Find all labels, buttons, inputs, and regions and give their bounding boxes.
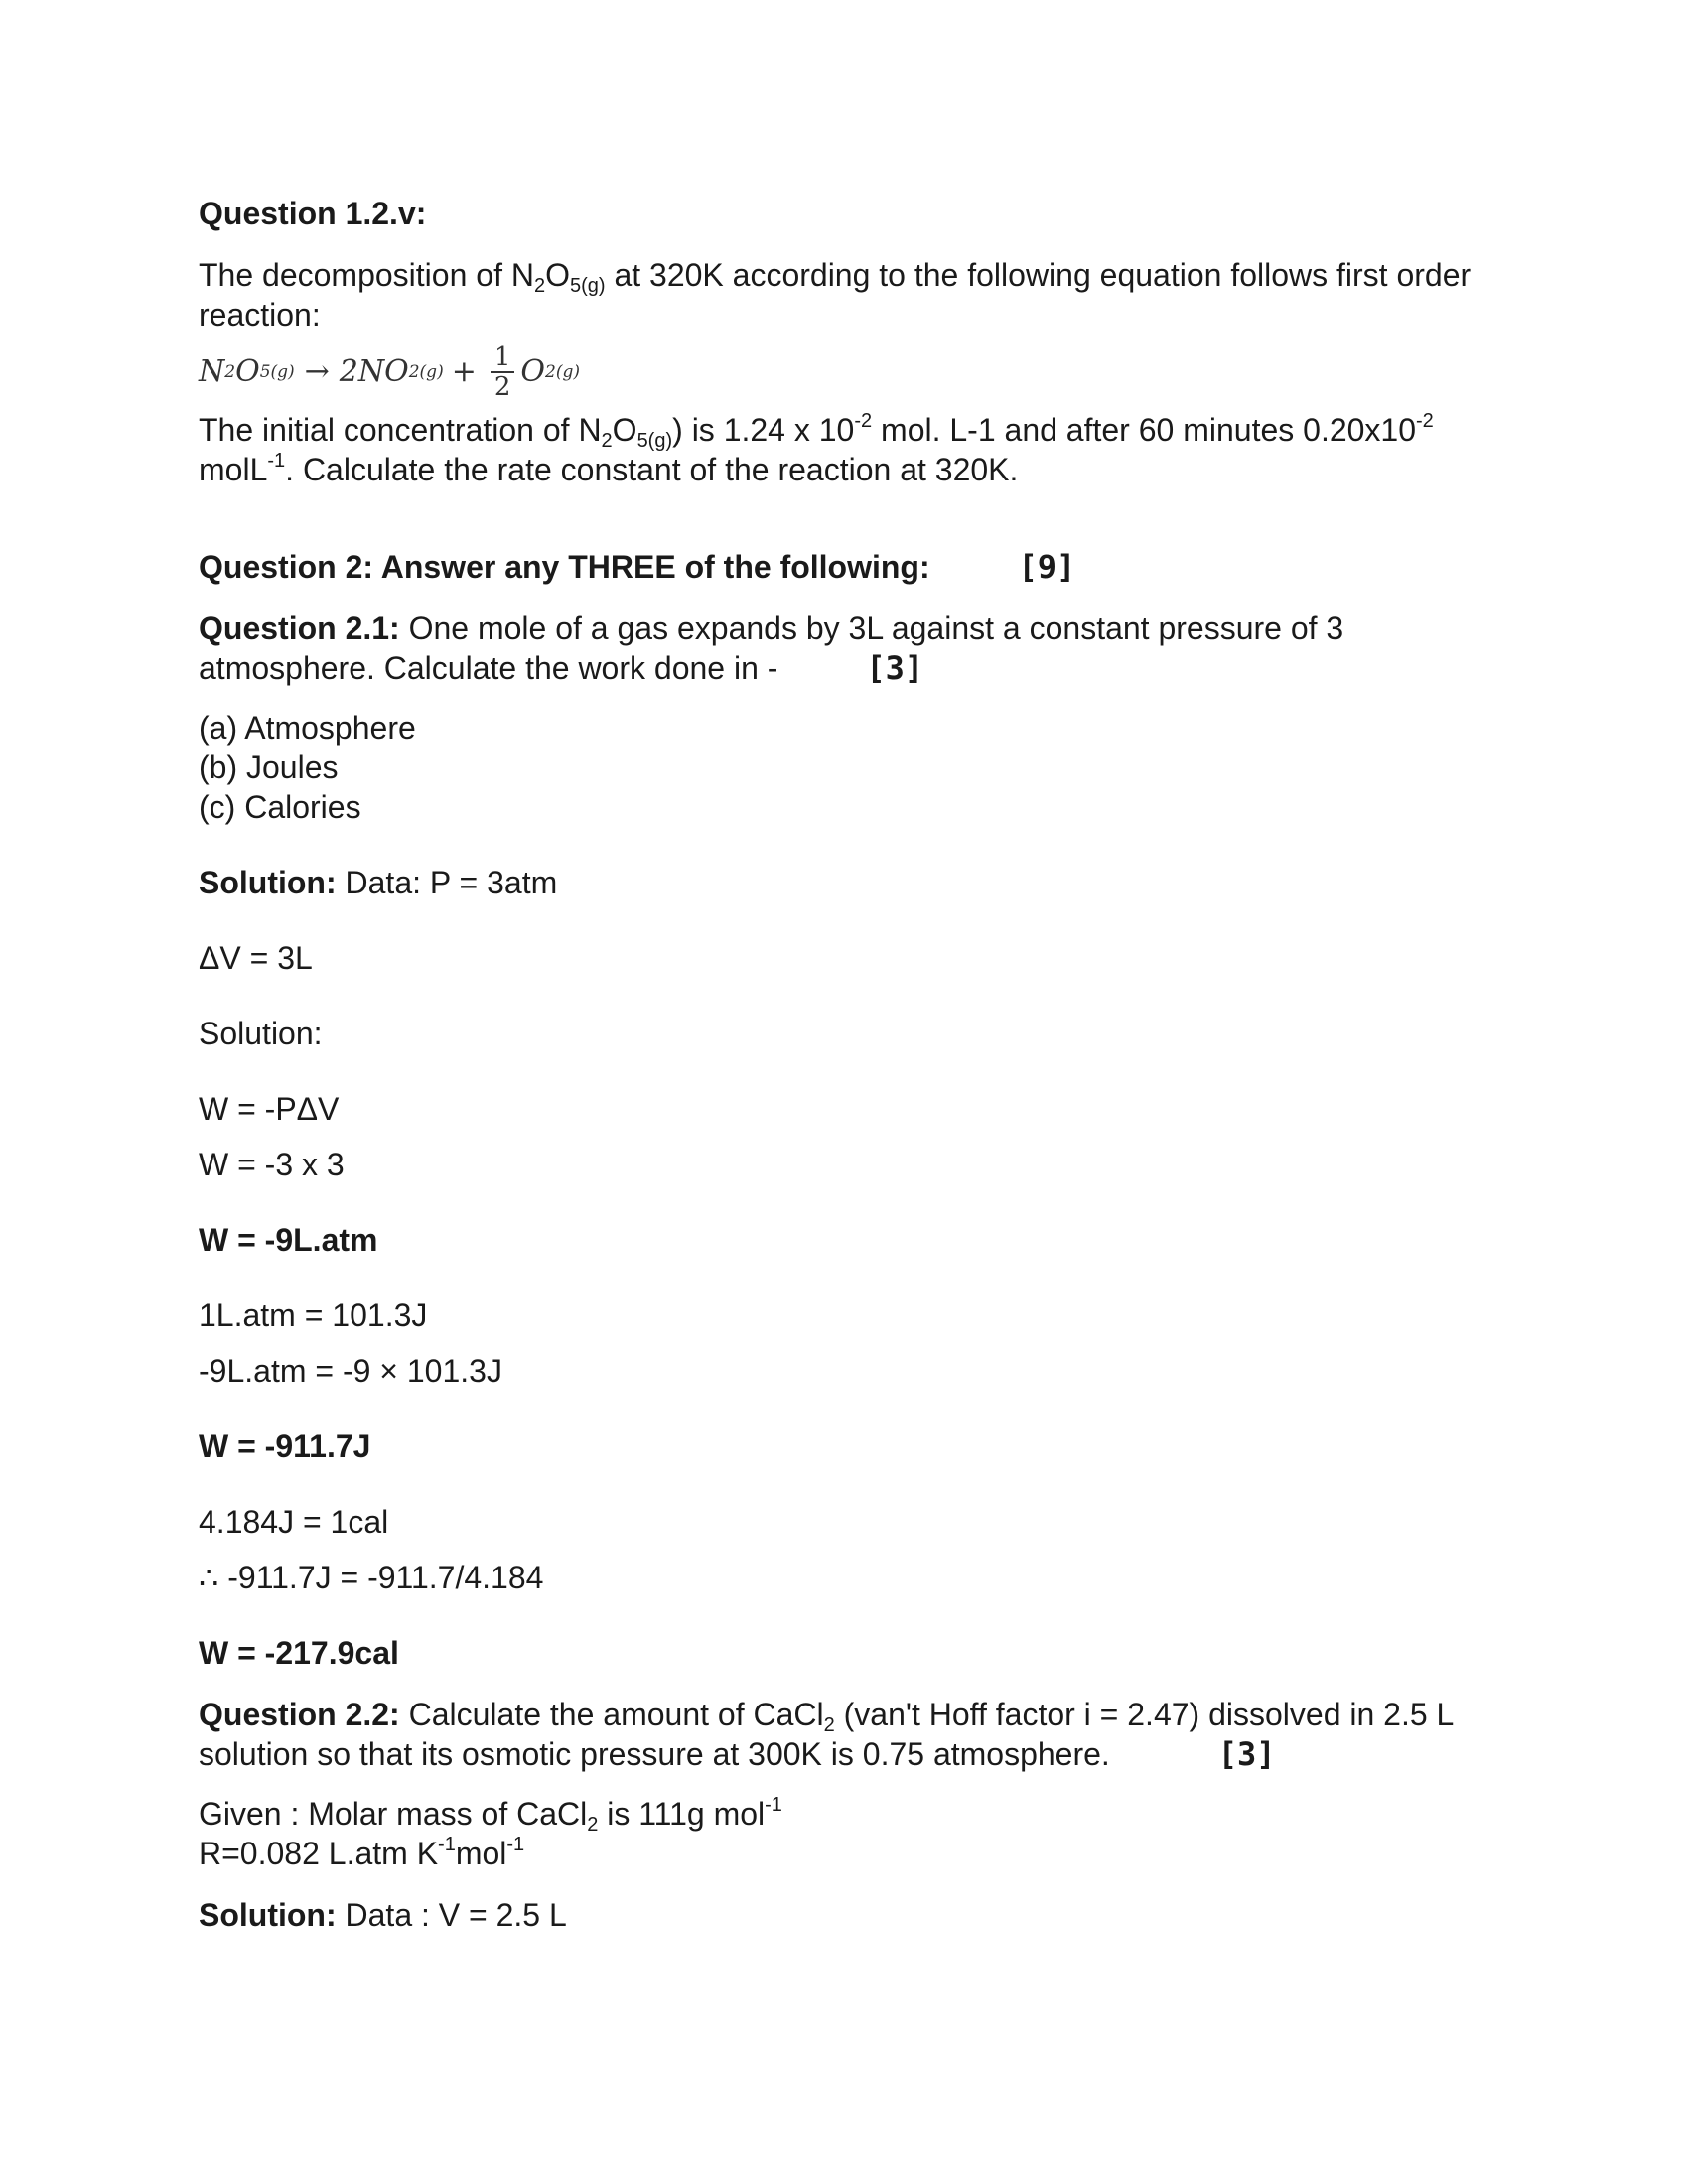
marks-badge: [3] (866, 649, 924, 687)
work-formula-line: W = -PΔV (199, 1091, 340, 1127)
calorie-conversion-line-1: 4.184J = 1cal (199, 1504, 389, 1540)
solution-2-2-data-line: Solution: Data : V = 2.5 L (199, 1897, 567, 1933)
option-item: (a) Atmosphere (199, 710, 416, 746)
option-item: (c) Calories (199, 789, 361, 825)
question-2-heading: Question 2: Answer any THREE of the following: [9] (199, 548, 1076, 586)
work-result-calories: W = -217.9cal (199, 1635, 399, 1671)
option-item: (b) Joules (199, 750, 339, 785)
given-gas-constant: R=0.082 L.atm $K^{-1}mol^{-1}$ (199, 1834, 525, 1871)
delta-v-line: ΔV = 3L (199, 940, 313, 976)
initial-concentration-text: The initial concentration of $N_2O_{5(g)}$) is 1.24 x $10^{-2}$ mol. L-1 and after 60 minutes $0.20x10^{-2}$ molL$^{-1}$. Calculate the rate constant of the reaction at 320K. (199, 410, 1434, 487)
work-result-atm: W = -9L.atm (199, 1222, 378, 1258)
conversion-line-2: -9L.atm = -9 × 101.3J (199, 1353, 502, 1389)
conversion-line-1: 1L.atm = 101.3J (199, 1297, 428, 1333)
marks-badge: [9] (1018, 548, 1076, 586)
marks-badge: [3] (1217, 1735, 1276, 1773)
question-2-1-options (199, 708, 1489, 827)
solution-data-line: Solution: Data: P = 3atm (199, 865, 558, 900)
work-substitution-line: W = -3 x 3 (199, 1147, 345, 1182)
calorie-conversion-line-2: ∴ -911.7J = -911.7/4.184 (199, 1560, 544, 1595)
given-molar-mass: Given : Molar mass of CaCl$_2$ is 111g mol$^{-1}$ (199, 1794, 782, 1836)
question-2-2-text: Question 2.2: Calculate the amount of CaCl$_2$ (van't Hoff factor i = 2.47) dissolved in 2.5 L solution so that its osmotic pressure at 300K is 0.75 atmosphere. [3] (199, 1697, 1454, 1773)
reaction-equation: N 2 O 5(g) → 2NO 2(g) + $\frac{1}{2}$ O 2(g) (199, 342, 580, 402)
document-page (199, 194, 1489, 1935)
solution-label-line: Solution: (199, 1016, 323, 1051)
given-block (199, 1794, 1489, 1873)
question-1-2-v-intro: The decomposition of $N_2O_{5(g)}$ at 320K according to the following equation follows first order reaction: (199, 257, 1472, 333)
fraction-one-half: $\frac{1}{2}$ (491, 343, 515, 401)
work-result-joules: W = -911.7J (199, 1429, 371, 1464)
question-1-2-v-heading: Question 1.2.v: (199, 196, 427, 231)
question-2-1-text: Question 2.1: One mole of a gas expands by 3L against a constant pressure of 3 atmosphere. Calculate the work done in - [3] (199, 611, 1344, 687)
